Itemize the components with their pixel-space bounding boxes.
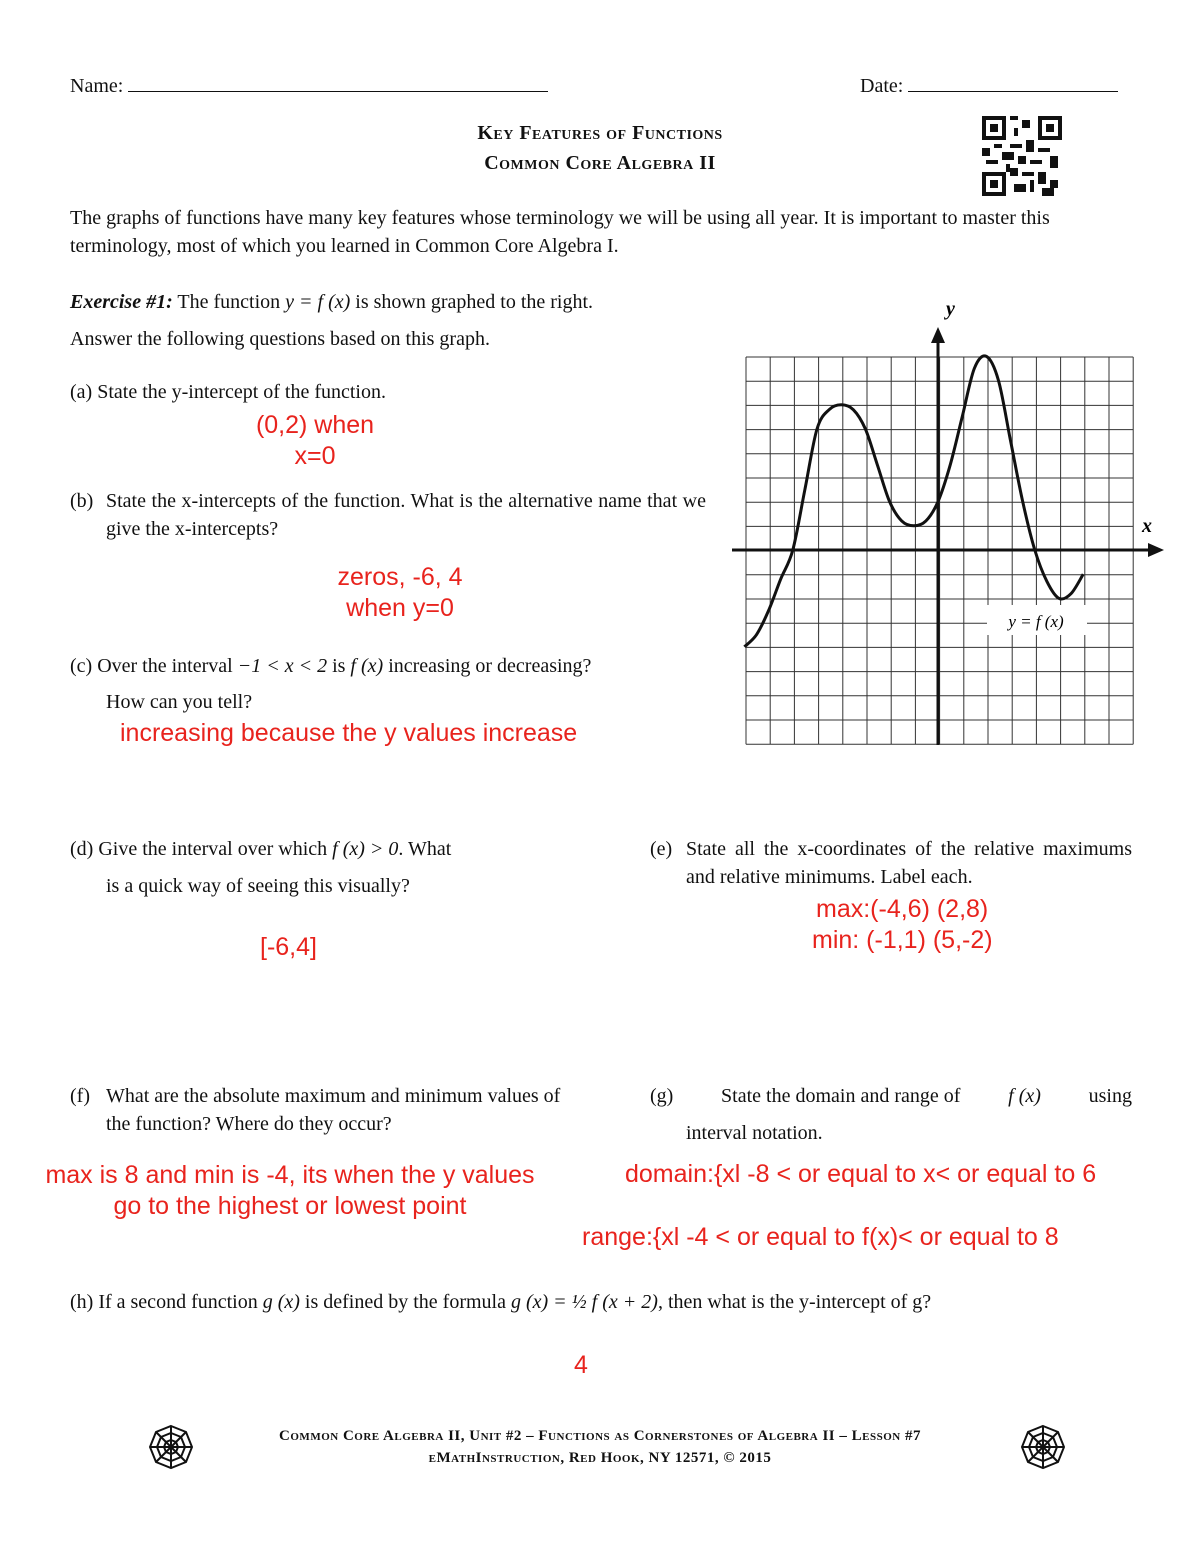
exercise-1-line2: Answer the following questions based on this graph.: [70, 328, 490, 350]
page-title: [300, 118, 900, 178]
answer-c: increasing because the y values increase: [120, 719, 578, 747]
function-graph: [730, 295, 1170, 755]
footer-line1: Common Core Algebra II, Unit #2 – Functions as Cornerstones of Algebra II – Lesson #7: [279, 1428, 921, 1444]
question-c-text2: is: [332, 655, 346, 677]
question-b: [70, 487, 706, 543]
question-d: [70, 835, 560, 863]
name-line: [128, 73, 548, 92]
date-field: [860, 72, 1118, 100]
exercise-func: y = f (x): [285, 291, 351, 313]
question-c-text3: increasing or decreasing?: [388, 655, 592, 677]
answer-b-line1: zeros, -6, 4: [337, 563, 463, 591]
question-g: [650, 1082, 1132, 1110]
answer-e-line2: min: (-1,1) (5,-2): [812, 926, 993, 954]
question-h-text3: , then what is the y-intercept of g?: [657, 1291, 932, 1313]
question-c: [70, 652, 710, 680]
answer-f-line1: max is 8 and min is -4, its when the y values: [45, 1161, 535, 1189]
exercise-text-a: The function: [177, 291, 281, 313]
x-axis-arrow-icon: [1148, 543, 1164, 557]
question-c-func: f (x): [350, 655, 384, 677]
question-h: [70, 1288, 1150, 1316]
answer-a-line2: x=0: [294, 442, 336, 470]
question-h-formula: g (x) = ½ f (x + 2): [510, 1291, 658, 1313]
answer-d: [-6,4]: [260, 933, 317, 961]
date-label: Date:: [860, 75, 904, 97]
answer-e-line1: max:(-4,6) (2,8): [816, 895, 989, 923]
answer-h: 4: [574, 1351, 588, 1379]
answer-a: [190, 410, 440, 472]
question-d-letter: (d): [70, 838, 94, 860]
question-b-text: State the x-intercepts of the function. What is the alternative name that we give the x-intercepts?: [106, 490, 706, 540]
title-line1: Key Features of Functions: [477, 122, 723, 144]
y-axis-arrow-icon: [931, 327, 945, 343]
question-d-line2: is a quick way of seeing this visually?: [106, 875, 410, 897]
question-d-text2: . What: [398, 838, 452, 860]
function-curve: [744, 356, 1083, 647]
question-f-text: What are the absolute maximum and minimum values of the function? Where do they occur?: [106, 1085, 561, 1135]
answer-f: [20, 1160, 560, 1222]
title-line2: Common Core Algebra II: [484, 152, 716, 174]
date-line: [908, 73, 1118, 92]
question-e-text: State all the x-coordinates of the relative maximums and relative minimums. Label each.: [686, 838, 1132, 888]
footer: [200, 1425, 1000, 1469]
question-h-text2: is defined by the formula: [304, 1291, 506, 1313]
question-b-letter: (b): [70, 490, 94, 512]
name-field: [70, 72, 548, 100]
answer-b: [270, 562, 530, 624]
question-h-text1: If a second function: [98, 1291, 258, 1313]
question-f-letter: (f): [70, 1085, 90, 1107]
exercise-text-b: is shown graphed to the right.: [355, 291, 594, 313]
question-c-line2: How can you tell?: [106, 691, 253, 713]
question-g-text2: using: [1088, 1085, 1132, 1107]
question-g-letter: (g): [650, 1085, 674, 1107]
question-g-line2: interval notation.: [686, 1122, 823, 1144]
question-d-text1: Give the interval over which: [98, 838, 328, 860]
answer-g-domain: domain:{xl -8 < or equal to x< or equal to 6: [625, 1160, 1097, 1188]
intro-paragraph: The graphs of functions have many key features whose terminology we will be using all year. It is important to master this terminology, most of which you learned in Common Core Algebra I.: [70, 207, 1050, 257]
answer-g-range: range:{xl -4 < or equal to f(x)< or equal to 8: [582, 1223, 1059, 1251]
question-e: [650, 835, 1132, 891]
qr-code-icon: [982, 116, 1062, 196]
web-logo-icon: [1020, 1424, 1066, 1470]
answer-e: [812, 894, 993, 956]
question-a-letter: (a): [70, 381, 93, 403]
question-g-text1: State the domain and range of: [721, 1085, 961, 1107]
footer-line2: eMathInstruction, Red Hook, NY 12571, © 2015: [428, 1450, 772, 1466]
question-a: [70, 378, 386, 406]
curve-label: y = f (x): [1008, 612, 1064, 631]
y-axis-label: y: [946, 298, 955, 320]
exercise-1-intro: [70, 288, 730, 316]
x-axis-label: x: [1142, 515, 1152, 537]
question-a-text: State the y-intercept of the function.: [97, 381, 386, 403]
web-logo-icon: [148, 1424, 194, 1470]
answer-a-line1: (0,2) when: [255, 411, 375, 439]
question-c-text1: Over the interval: [97, 655, 233, 677]
question-d-cond: f (x) > 0: [332, 838, 399, 860]
question-f: [70, 1082, 570, 1138]
question-c-interval: −1 < x < 2: [237, 655, 328, 677]
question-c-letter: (c): [70, 655, 93, 677]
question-g-func: f (x): [1008, 1085, 1041, 1107]
exercise-label: Exercise #1:: [70, 291, 173, 313]
answer-b-line2: when y=0: [346, 594, 454, 622]
name-label: Name:: [70, 75, 124, 97]
answer-f-line2: go to the highest or lowest point: [113, 1192, 467, 1220]
question-e-letter: (e): [650, 838, 673, 860]
question-h-gfunc: g (x): [262, 1291, 300, 1313]
question-h-letter: (h): [70, 1291, 94, 1313]
